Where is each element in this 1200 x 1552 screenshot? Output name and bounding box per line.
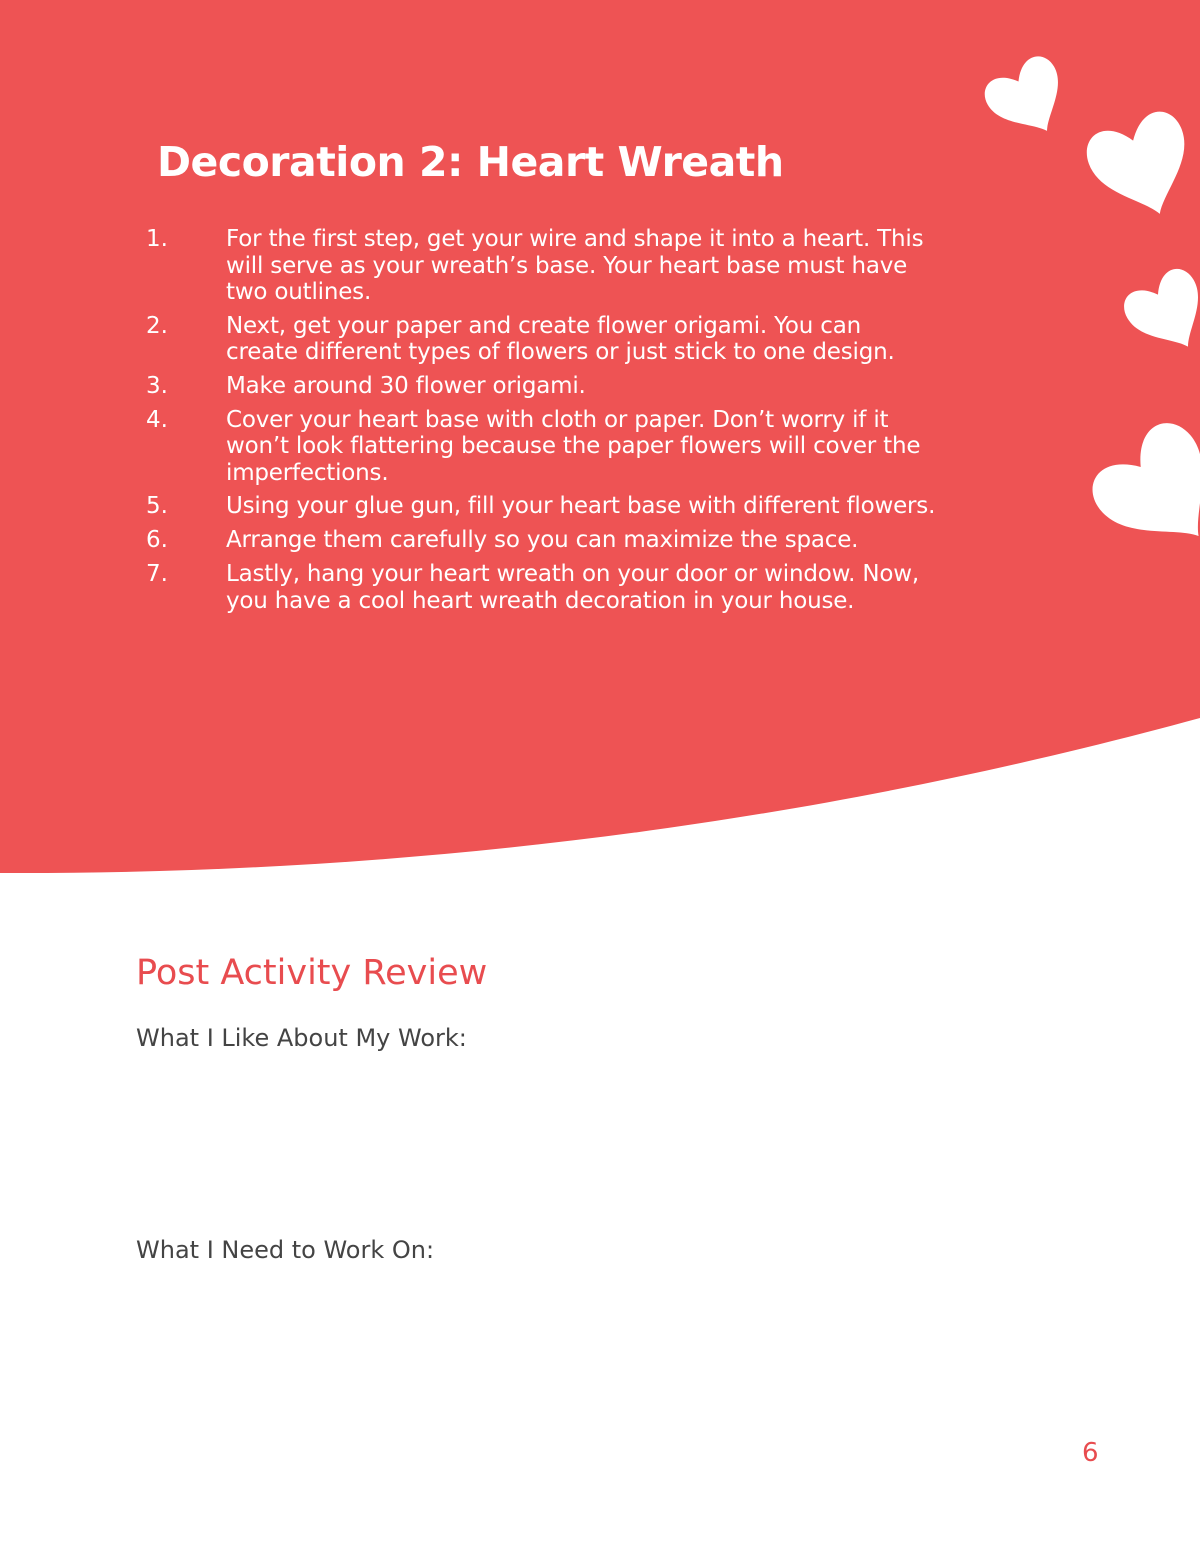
step-number: 7.: [146, 561, 168, 587]
step-text: [226, 407, 1060, 487]
step-number: 6.: [146, 527, 168, 553]
improve-label: What I Need to Work On:: [136, 1236, 435, 1264]
decoration-title: Decoration 2: Heart Wreath: [157, 138, 784, 186]
step-text: [226, 561, 1060, 614]
step-text-line: For the first step, get your wire and shape it into a heart. This: [226, 226, 924, 252]
step-number: 4.: [146, 406, 168, 433]
review-title: Post Activity Review: [136, 953, 488, 993]
step-item: [140, 527, 1060, 554]
step-text-line: Cover your heart base with cloth or paper. Don’t worry if it: [226, 406, 889, 433]
step-text-line: won’t look flattering because the paper flowers will cover the: [226, 433, 921, 459]
step-text-line: you have a cool heart wreath decoration in your house.: [226, 587, 855, 614]
step-item: [140, 407, 1060, 487]
step-text: [226, 373, 1060, 400]
step-item: [140, 373, 1060, 400]
step-text: [226, 527, 1060, 554]
step-text-line: will serve as your wreath’s base. Your heart base must have: [226, 252, 908, 279]
step-text-line: Lastly, hang your heart wreath on your door or window. Now,: [226, 561, 919, 587]
step-text-line: Using your glue gun, fill your heart base with different flowers.: [226, 493, 936, 519]
step-number: 5.: [146, 493, 168, 519]
step-text-line: Make around 30 flower origami.: [226, 372, 586, 399]
step-item: [140, 313, 1060, 366]
step-number: 3.: [146, 372, 168, 399]
step-text-line: Next, get your paper and create flower origami. You can: [226, 312, 862, 339]
page-number: 6: [1082, 1438, 1099, 1468]
step-number: 1.: [146, 226, 168, 252]
step-text-line: create different types of flowers or just stick to one design.: [226, 339, 895, 365]
step-text-line: imperfections.: [226, 459, 389, 486]
like-label: What I Like About My Work:: [136, 1024, 467, 1052]
step-item: [140, 226, 1060, 306]
step-text-line: Arrange them carefully so you can maximize the space.: [226, 527, 859, 553]
step-item: [140, 561, 1060, 614]
step-number: 2.: [146, 312, 168, 339]
step-text-line: two outlines.: [226, 279, 372, 305]
step-text: [226, 313, 1060, 366]
step-text: [226, 493, 1060, 520]
step-text: [226, 226, 1060, 306]
steps-list: [140, 226, 1060, 621]
step-item: [140, 493, 1060, 520]
